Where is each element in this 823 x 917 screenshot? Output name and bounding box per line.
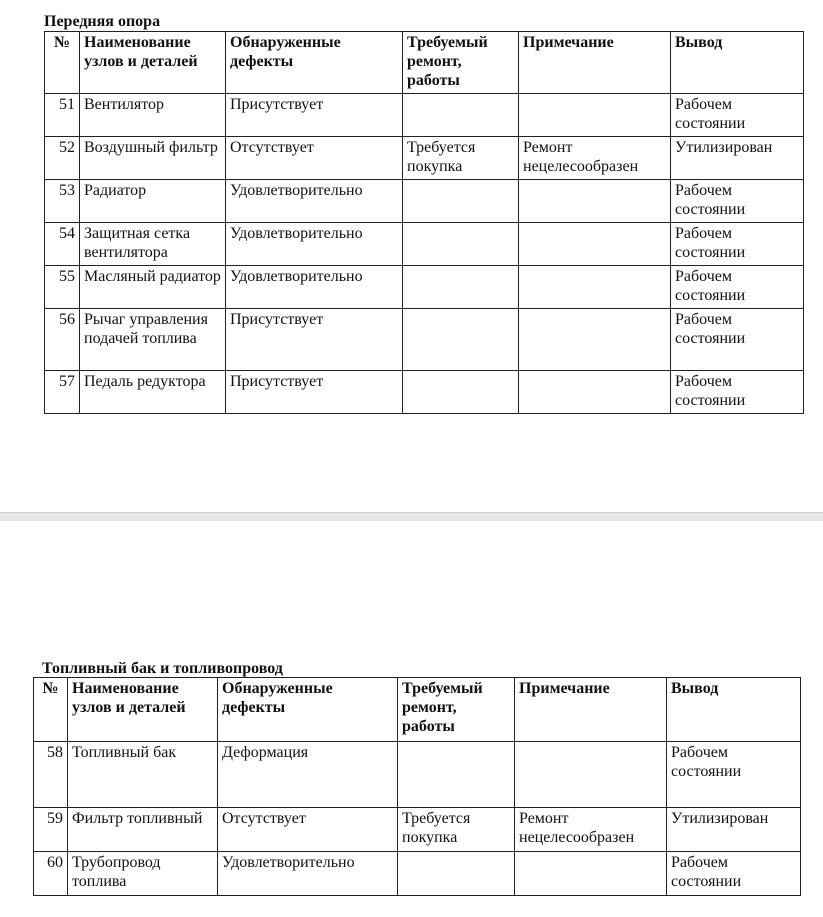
cell-note (515, 852, 667, 896)
cell-repair: Требуется покупка (403, 137, 519, 180)
cell-note (519, 371, 671, 414)
cell-result: Рабочем состоянии (671, 223, 804, 266)
cell-name: Рычаг управления подачей топлива (80, 309, 226, 371)
table-row (45, 223, 804, 266)
table-row (45, 266, 804, 309)
cell-repair (403, 266, 519, 309)
cell-result: Рабочем состоянии (671, 309, 804, 371)
cell-note: Ремонт нецелесообразен (515, 808, 667, 852)
cell-num: 54 (45, 223, 80, 266)
cell-repair (403, 309, 519, 371)
cell-defects: Присутствует (226, 371, 403, 414)
header-num: № (45, 32, 80, 94)
header-name: Наименование узлов и деталей (68, 678, 218, 742)
cell-defects: Удовлетворительно (226, 180, 403, 223)
cell-name: Педаль редуктора (80, 371, 226, 414)
cell-note (519, 223, 671, 266)
cell-result: Утилизирован (667, 808, 801, 852)
cell-defects: Удовлетворительно (226, 223, 403, 266)
cell-name: Воздушный фильтр (80, 137, 226, 180)
section-title-front-support: Передняя опора (44, 13, 161, 30)
cell-result: Утилизирован (671, 137, 804, 180)
cell-note (519, 180, 671, 223)
cell-note (519, 94, 671, 137)
cell-repair (403, 180, 519, 223)
header-repair: Требуемый ремонт, работы (403, 32, 519, 94)
cell-result: Рабочем состоянии (667, 852, 801, 896)
cell-note: Ремонт нецелесообразен (519, 137, 671, 180)
cell-note (515, 742, 667, 808)
cell-num: 51 (45, 94, 80, 137)
header-result: Вывод (671, 32, 804, 94)
table-row (34, 808, 801, 852)
cell-defects: Отсутствует (226, 137, 403, 180)
header-note: Примечание (515, 678, 667, 742)
header-repair: Требуемый ремонт, работы (398, 678, 515, 742)
section-title-fuel-tank: Топливный бак и топливопровод (42, 660, 283, 677)
cell-num: 57 (45, 371, 80, 414)
table-row (45, 137, 804, 180)
cell-num: 59 (34, 808, 68, 852)
cell-num: 56 (45, 309, 80, 371)
cell-defects: Отсутствует (218, 808, 398, 852)
cell-num: 53 (45, 180, 80, 223)
header-num: № (34, 678, 68, 742)
cell-result: Рабочем состоянии (671, 266, 804, 309)
cell-defects: Присутствует (226, 94, 403, 137)
header-note: Примечание (519, 32, 671, 94)
header-defects: Обнаруженные дефекты (218, 678, 398, 742)
page-2 (0, 521, 823, 917)
table-header-row (45, 32, 804, 94)
header-name: Наименование узлов и деталей (80, 32, 226, 94)
cell-name: Топливный бак (68, 742, 218, 808)
cell-result: Рабочем состоянии (671, 371, 804, 414)
cell-defects: Удовлетворительно (226, 266, 403, 309)
fuel-tank-table (33, 677, 801, 896)
cell-name: Фильтр топливный (68, 808, 218, 852)
cell-num: 60 (34, 852, 68, 896)
cell-repair: Требуется покупка (398, 808, 515, 852)
cell-num: 55 (45, 266, 80, 309)
cell-num: 58 (34, 742, 68, 808)
header-defects: Обнаруженные дефекты (226, 32, 403, 94)
table-row (34, 742, 801, 808)
table-row (45, 371, 804, 414)
cell-repair (403, 94, 519, 137)
cell-repair (398, 852, 515, 896)
table-row (45, 309, 804, 371)
cell-result: Рабочем состоянии (671, 180, 804, 223)
table-header-row (34, 678, 801, 742)
cell-repair (403, 223, 519, 266)
table-row (34, 852, 801, 896)
cell-defects: Удовлетворительно (218, 852, 398, 896)
cell-num: 52 (45, 137, 80, 180)
header-result: Вывод (667, 678, 801, 742)
cell-note (519, 266, 671, 309)
cell-defects: Присутствует (226, 309, 403, 371)
cell-note (519, 309, 671, 371)
cell-defects: Деформация (218, 742, 398, 808)
cell-name: Радиатор (80, 180, 226, 223)
table-row (45, 94, 804, 137)
cell-result: Рабочем состоянии (671, 94, 804, 137)
cell-name: Вентилятор (80, 94, 226, 137)
cell-result: Рабочем состоянии (667, 742, 801, 808)
cell-name: Трубопровод топлива (68, 852, 218, 896)
cell-repair (403, 371, 519, 414)
cell-name: Масляный радиатор (80, 266, 226, 309)
table-row (45, 180, 804, 223)
cell-name: Защитная сетка вентилятора (80, 223, 226, 266)
front-support-table (44, 31, 804, 414)
cell-repair (398, 742, 515, 808)
